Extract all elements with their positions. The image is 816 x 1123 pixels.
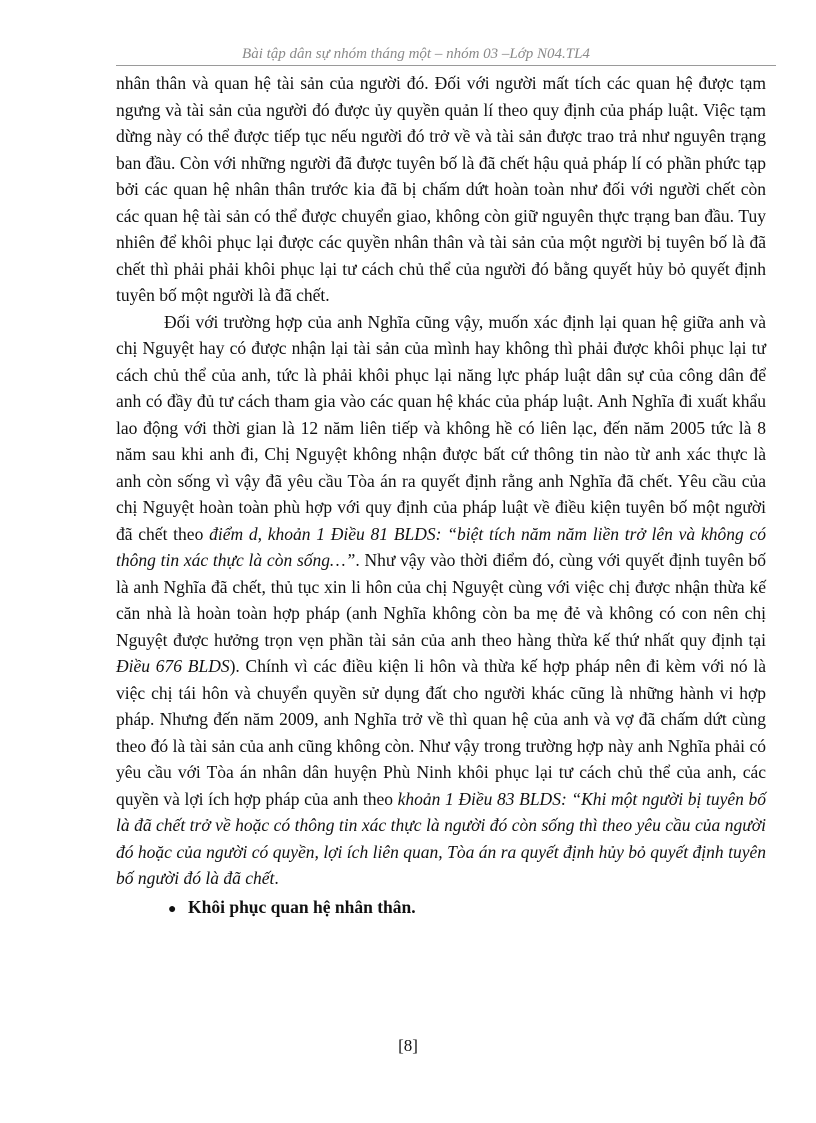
- bullet-icon: ●: [168, 901, 177, 917]
- page-number: [8]: [398, 1036, 418, 1055]
- bullet-item: [116, 894, 766, 924]
- paragraph-1: [116, 70, 766, 309]
- header-divider: [116, 65, 776, 66]
- text-run: nhân thân và quan hệ tài sản của người đó. Đối với người mất tích các quan hệ được tạm ngưng và tài sản của người đó được ủy quyền quản lí theo quy định của pháp luật. Việc tạm dừng này có thể được tiếp tục nếu người đó trở về và tài sản được trao trả như nguyên trạng ban đầu. Còn với những người đã được tuyên bố là đã chết hậu quả pháp lí có phần phức tạp bởi các quan hệ nhân thân trước kia đã bị chấm dứt hoàn toàn như đối với người chết còn các quan hệ tài sản có thể được chuyển giao, không còn giữ nguyên thực trạng ban đầu. Tuy nhiên để khôi phục lại được các quyền nhân thân và tài sản của một người bị tuyên bố là đã chết thì phải phải khôi phục lại tư cách chủ thể của người đó bằng quyết hủy bỏ quyết định tuyên bố một người là đã chết.: [116, 73, 766, 305]
- bullet-heading: Khôi phục quan hệ nhân thân.: [188, 896, 416, 917]
- running-header: Bài tập dân sự nhóm tháng một – nhóm 03 –Lớp N04.TL4: [242, 46, 590, 62]
- text-run: khoản 1 Điều 83 BLDS: “Khi một người bị tuyên bố là đã chết trở về hoặc có thông tin xác thực là người đó còn sống thì theo yêu cầu của người đó hoặc của người có quyền, lợi ích liên quan, Tòa án ra quyết định hủy bỏ quyết định tuyên bố người đó là đã chết: [116, 788, 766, 888]
- text-run: Điều 676 BLDS: [116, 656, 230, 676]
- text-run: .: [274, 868, 279, 888]
- text-run: . Như vậy vào thời điểm đó, cùng với quyết định tuyên bố là anh Nghĩa đã chết, thủ tục xin li hôn của chị Nguyệt cùng với việc chị được nhận thừa kế căn nhà là hoàn toàn hợp pháp (anh Nghĩa không còn ba mẹ đẻ và không có con nên chị Nguyệt được hưởng trọn vẹn phần tài sản của anh theo hàng thừa kế thứ nhất quy định tại: [116, 550, 766, 650]
- text-run: ). Chính vì các điều kiện li hôn và thừa kế hợp pháp nên đi kèm với nó là việc chị tái hôn và chuyển quyền sử dụng đất cho người khác cũng là những hành vi hợp pháp. Nhưng đến năm 2009, anh Nghĩa trở về thì quan hệ của anh và vợ đã chấm dứt cùng theo đó là tài sản của anh cũng không còn. Như vậy trong trường hợp này anh Nghĩa phải có yêu cầu với Tòa án nhân dân huyện Phù Ninh khôi phục lại tư cách chủ thể của anh, các quyền và lợi ích hợp pháp của anh theo: [116, 656, 767, 809]
- text-run: điểm d, khoản 1 Điều 81 BLDS: “biệt tích năm năm liền trở lên và không có thông tin xác thực là còn sống…”: [116, 523, 766, 570]
- paragraph-2: [116, 309, 766, 892]
- text-run: Đối với trường hợp của anh Nghĩa cũng vậy, muốn xác định lại quan hệ giữa anh và chị Nguyệt hay có được nhận lại tài sản của mình hay không thì phải được khôi phục lại tư cách chủ thể của anh, tức là phải khôi phục lại năng lực pháp luật dân sự của công dân để anh có đầy đủ tư cách tham gia vào các quan hệ khác của pháp luật. Anh Nghĩa đi xuất khẩu lao động với thời gian là 12 năm liên tiếp và không hề có liên lạc, đến năm 2005 tức là 8 năm sau khi anh đi, Chị Nguyệt không nhận được bất cứ thông tin nào từ anh xác thực là anh còn sống vì vậy đã yêu cầu Tòa án ra quyết định rằng anh Nghĩa đã chết. Yêu cầu của chị Nguyệt hoàn toàn phù hợp với quy định của pháp luật về điều kiện tuyên bố một người đã chết theo: [116, 311, 766, 544]
- body-text: [116, 70, 766, 923]
